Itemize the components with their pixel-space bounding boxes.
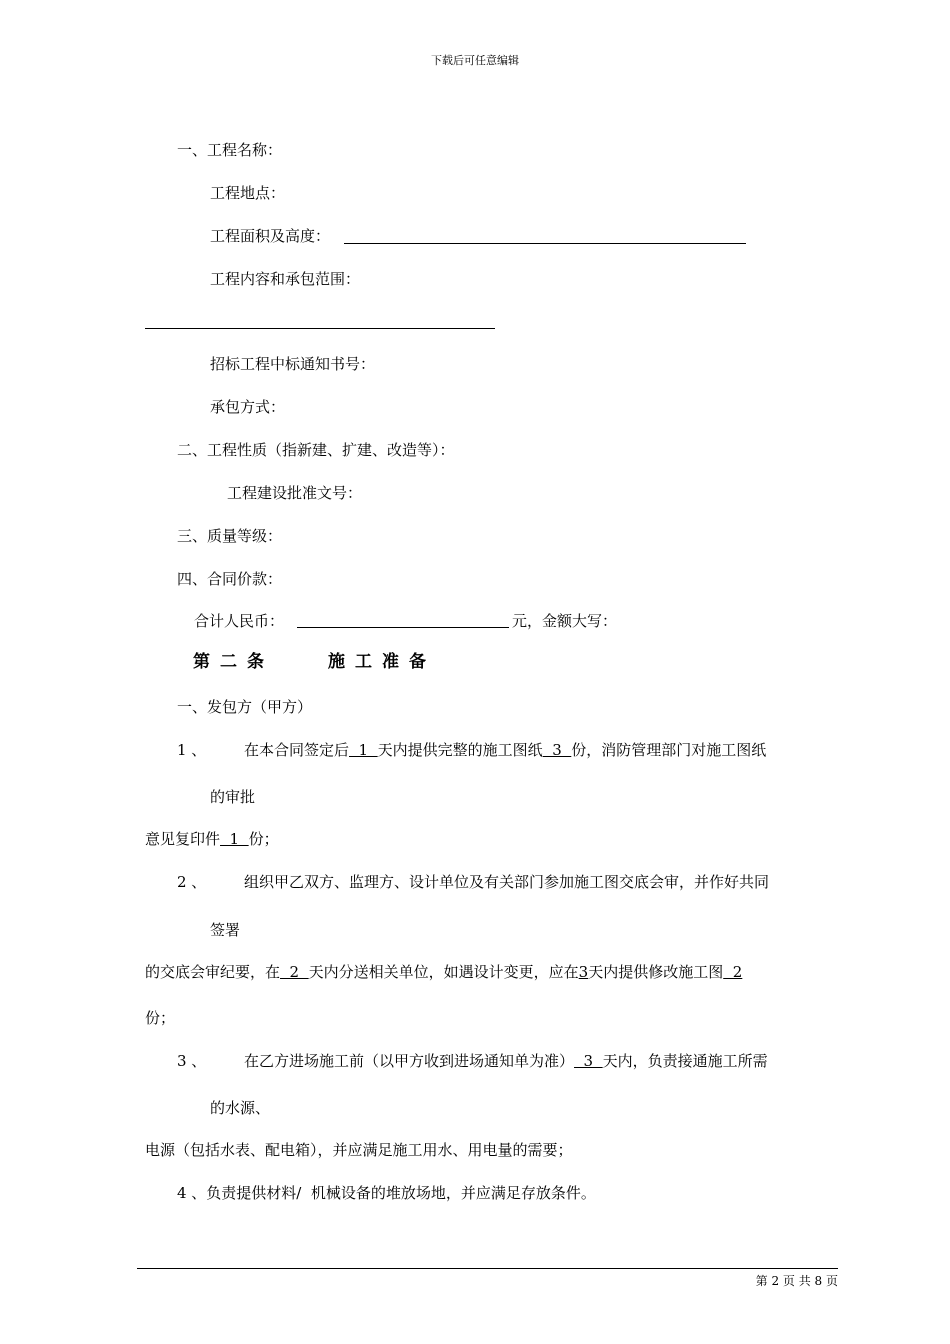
clause-3-text-b: 天内，负责接通施工所需 bbox=[602, 1052, 768, 1070]
clause-1-copy-count-value: 1 bbox=[220, 830, 249, 848]
clause-2-line-1: 组织甲乙双方、监理方、设计单位及有关部门参加施工图交底会审，并作好共同 bbox=[244, 873, 770, 891]
clause-1-line-2: 的审批 bbox=[210, 788, 256, 806]
clause-2-text-e: 天内提供修改施工图 bbox=[588, 963, 724, 981]
bid-notice-label: 招标工程中标通知书号： bbox=[210, 355, 376, 373]
clause-1-text-a: 在本合同签定后 bbox=[244, 741, 350, 759]
clause-2-drawings-value: 2 bbox=[723, 963, 743, 981]
clause-2-text-d: 天内分送相关单位，如遇设计变更，应在 bbox=[308, 963, 579, 981]
total-rmb-blank bbox=[297, 627, 509, 628]
project-scope-label: 工程内容和承包范围： bbox=[210, 270, 361, 288]
clause-1-text-f: 份； bbox=[248, 830, 279, 848]
article-title-number: 第二条 bbox=[193, 652, 274, 672]
clause-1-number: 1 、 bbox=[177, 741, 207, 759]
clause-1-copies-value: 3 bbox=[542, 741, 572, 759]
clause-1-line-3 bbox=[145, 829, 279, 849]
project-nature-label: 二、工程性质（指新建、扩建、改造等）： bbox=[177, 441, 455, 459]
project-scope-blank bbox=[145, 328, 495, 329]
clause-2-number: 2 、 bbox=[177, 873, 207, 891]
approval-number-label: 工程建设批准文号： bbox=[227, 484, 363, 502]
clause-1-text-e: 意见复印件 bbox=[145, 830, 221, 848]
page-header: 下载后可任意编辑 bbox=[431, 54, 519, 67]
clause-4: 4 、负责提供材料/ 机械设备的堆放场地，并应满足存放条件。 bbox=[177, 1184, 596, 1202]
clause-1-days-value: 1 bbox=[349, 741, 378, 759]
page-number: 第 2 页 共 8 页 bbox=[755, 1274, 838, 1288]
clause-2-change-days-value: 3 bbox=[578, 963, 589, 981]
clause-2-line-3 bbox=[145, 962, 742, 982]
clause-1-text-c: 份，消防管理部门对施工图纸 bbox=[571, 741, 767, 759]
clause-3-days-value: 3 bbox=[574, 1052, 603, 1070]
clause-3-line-2: 的水源、 bbox=[210, 1099, 271, 1117]
quality-grade-label: 三、质量等级： bbox=[177, 527, 283, 545]
clause-1-line-1 bbox=[244, 740, 766, 760]
clause-3-text-a: 在乙方进场施工前（以甲方收到进场通知单为准） bbox=[244, 1052, 575, 1070]
clause-2-line-4: 份； bbox=[145, 1009, 176, 1027]
project-location-label: 工程地点： bbox=[210, 184, 286, 202]
total-amount-words-label: 元，金额大写： bbox=[512, 612, 618, 630]
clause-1-text-b: 天内提供完整的施工图纸 bbox=[377, 741, 543, 759]
clause-3-number: 3 、 bbox=[177, 1052, 207, 1070]
clause-2-line-2: 签署 bbox=[210, 921, 241, 939]
clause-2-days-value: 2 bbox=[280, 963, 309, 981]
article-title-name: 施工准备 bbox=[328, 652, 436, 672]
party-a-heading: 一、发包方（甲方） bbox=[177, 698, 313, 716]
clause-2-text-c: 的交底会审纪要，在 bbox=[145, 963, 281, 981]
project-name-label: 一、工程名称： bbox=[177, 141, 283, 159]
project-area-label: 工程面积及高度： bbox=[210, 227, 331, 245]
footer-divider bbox=[137, 1268, 838, 1269]
clause-3-line-3: 电源（包括水表、配电箱），并应满足施工用水、用电量的需要； bbox=[145, 1141, 573, 1159]
total-rmb-label: 合计人民币： bbox=[194, 612, 285, 630]
contract-price-label: 四、合同价款： bbox=[177, 570, 283, 588]
clause-3-line-1 bbox=[244, 1051, 768, 1071]
contract-method-label: 承包方式： bbox=[210, 398, 286, 416]
project-area-blank bbox=[344, 243, 746, 244]
